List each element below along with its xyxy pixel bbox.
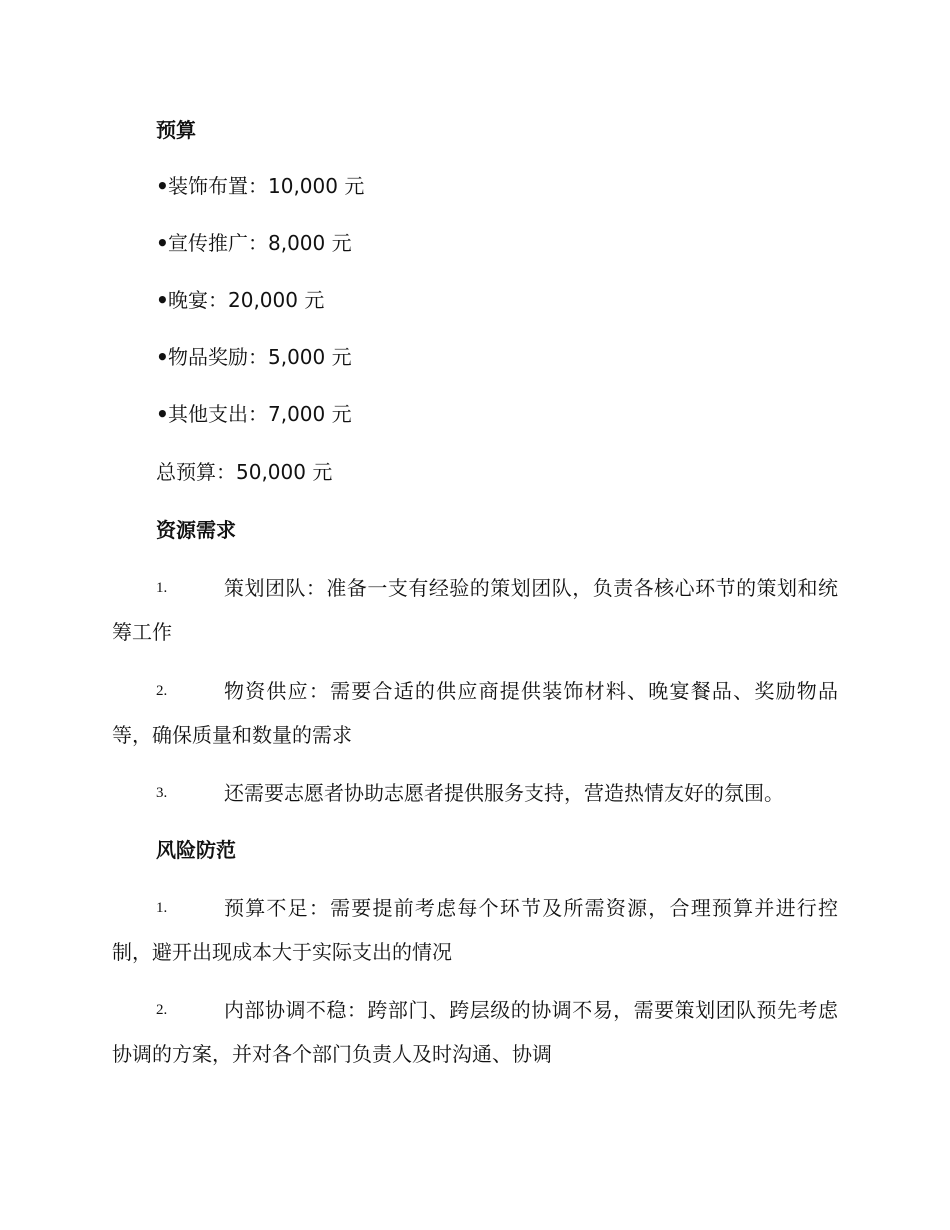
budget-item-other [156,400,352,428]
risk-heading: 风险防范 [156,838,236,862]
item-number: 2. [156,683,168,699]
resources-heading: 资源需求 [156,518,236,542]
budget-item-decoration [156,172,364,200]
budget-item-text: 晚宴：20,000 元 [168,288,325,312]
item-number: 3. [156,785,168,801]
budget-item-text: 物品奖励：5,000 元 [168,345,352,369]
item-text: 策划团队：准备一支有经验的策划团队，负责各核心环节的策划和统筹工作 [112,576,838,644]
bullet-icon: • [156,288,169,312]
bullet-icon: • [156,345,169,369]
resources-item [112,771,838,815]
resources-item [112,669,838,757]
budget-item-promotion [156,229,352,257]
resources-item [112,566,838,654]
bullet-icon: • [156,174,169,198]
budget-item-text: 宣传推广：8,000 元 [168,231,352,255]
item-number: 1. [156,580,168,596]
item-text: 预算不足：需要提前考虑每个环节及所需资源，合理预算并进行控制，避开出现成本大于实际支出的情况 [112,896,838,964]
item-text: 物资供应：需要合适的供应商提供装饰材料、晚宴餐品、奖励物品等，确保质量和数量的需求 [112,679,838,747]
item-text: 内部协调不稳：跨部门、跨层级的协调不易，需要策划团队预先考虑协调的方案，并对各个部门负责人及时沟通、协调 [112,998,838,1066]
risk-item [112,886,838,974]
budget-item-rewards [156,343,352,371]
bullet-icon: • [156,402,169,426]
bullet-icon: • [156,231,169,255]
budget-item-text: 其他支出：7,000 元 [168,402,352,426]
item-number: 1. [156,900,168,916]
item-number: 2. [156,1002,168,1018]
budget-item-text: 装饰布置：10,000 元 [168,174,365,198]
item-text: 还需要志愿者协助志愿者提供服务支持，营造热情友好的氛围。 [224,781,784,805]
budget-item-banquet [156,286,324,314]
budget-total: 总预算：50,000 元 [156,460,333,484]
budget-heading: 预算 [156,118,196,142]
risk-item [112,988,838,1076]
